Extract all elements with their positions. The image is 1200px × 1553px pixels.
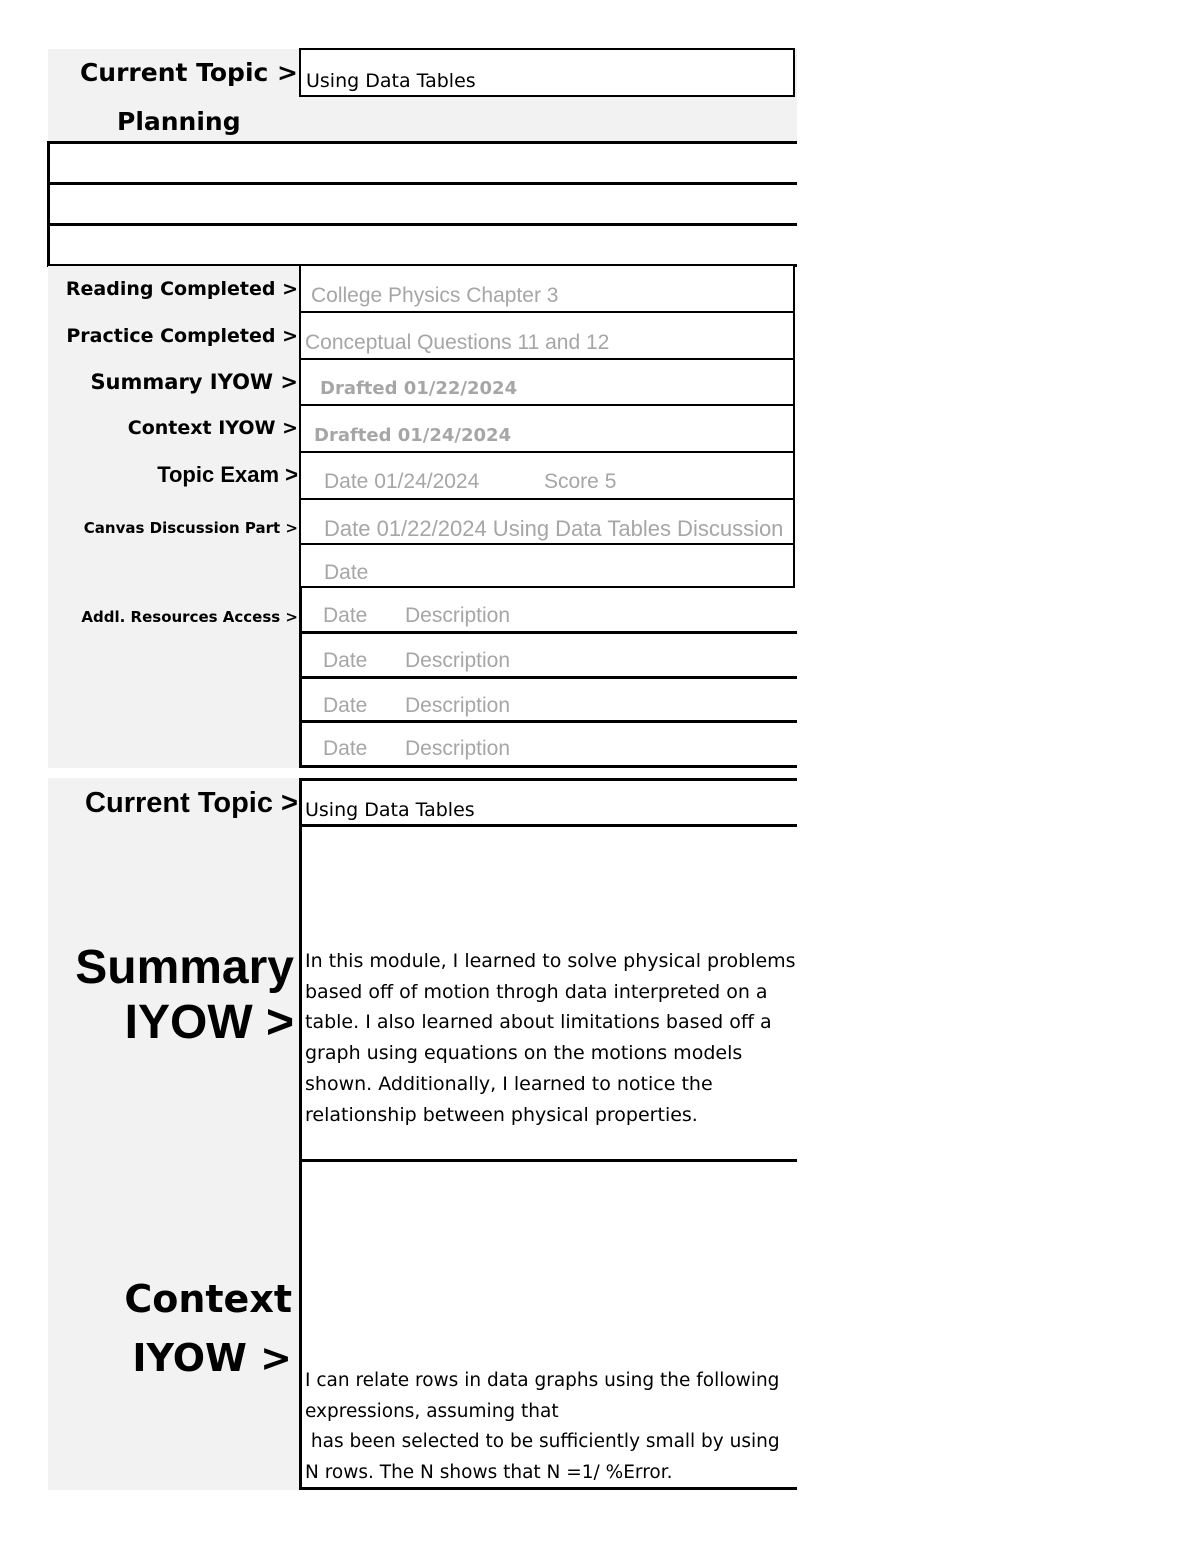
topic-exam-score: Score 5 bbox=[544, 470, 617, 493]
bottom-divider bbox=[299, 824, 797, 827]
bottom-current-topic-value: Using Data Tables bbox=[305, 799, 475, 821]
practice-completed-label: Practice Completed > bbox=[66, 325, 298, 347]
practice-completed-field[interactable] bbox=[299, 311, 795, 360]
bottom-current-topic-label: Current Topic > bbox=[85, 787, 298, 819]
resource-date: Date bbox=[323, 694, 368, 717]
reading-completed-value: College Physics Chapter 3 bbox=[311, 284, 559, 307]
resource-description: Description bbox=[405, 604, 511, 627]
summary-iyow-field[interactable] bbox=[299, 358, 795, 406]
resource-row[interactable] bbox=[302, 634, 797, 676]
practice-completed-value: Conceptual Questions 11 and 12 bbox=[305, 331, 610, 354]
resource-date: Date bbox=[323, 604, 368, 627]
summary-iyow-big-label bbox=[48, 940, 294, 1050]
summary-label-line2: IYOW > bbox=[124, 996, 294, 1049]
planning-row-2[interactable] bbox=[50, 185, 797, 223]
summary-label-line1: Summary bbox=[75, 941, 294, 994]
context-label-line1: Context bbox=[124, 1277, 292, 1321]
context-iyow-label: Context IYOW > bbox=[127, 417, 298, 439]
reading-completed-field[interactable] bbox=[299, 264, 795, 313]
resource-date: Date bbox=[323, 649, 368, 672]
summary-iyow-label: Summary IYOW > bbox=[90, 370, 298, 394]
canvas-discussion-field-2[interactable] bbox=[299, 543, 795, 588]
context-iyow-big-label bbox=[48, 1270, 292, 1388]
summary-text[interactable]: In this module, I learned to solve physical problems based off of motion throgh data interpreted on a table. I also learned about limitations based off a graph using equations on the motions models shown. Additionally, I learned to notice the relationship between physical properties. bbox=[305, 950, 796, 1126]
resources-divider bbox=[299, 765, 797, 768]
resource-row[interactable] bbox=[302, 679, 797, 720]
reading-completed-label: Reading Completed > bbox=[65, 278, 298, 300]
planning-row-3[interactable] bbox=[50, 226, 797, 264]
bottom-current-topic-field[interactable] bbox=[302, 781, 797, 824]
canvas-discussion-label: Canvas Discussion Part > bbox=[83, 519, 298, 537]
resource-date: Date bbox=[323, 737, 368, 760]
resource-description: Description bbox=[405, 737, 511, 760]
canvas-discussion-value-2: Date bbox=[324, 561, 369, 584]
summary-iyow-value: Drafted 01/22/2024 bbox=[320, 378, 518, 399]
canvas-discussion-field[interactable] bbox=[299, 498, 795, 545]
current-topic-label: Current Topic > bbox=[79, 58, 298, 87]
topic-exam-date: Date 01/24/2024 bbox=[324, 470, 480, 493]
resource-row[interactable] bbox=[302, 723, 797, 765]
topic-exam-label: Topic Exam > bbox=[157, 462, 298, 487]
bottom-divider bbox=[299, 1159, 797, 1162]
resource-row[interactable] bbox=[302, 590, 797, 631]
resource-description: Description bbox=[405, 694, 511, 717]
planning-heading: Planning bbox=[117, 107, 241, 136]
canvas-discussion-value: Date 01/22/2024 Using Data Tables Discussion bbox=[324, 516, 784, 541]
current-topic-field[interactable] bbox=[299, 48, 795, 97]
context-label-line2: IYOW > bbox=[132, 1336, 292, 1380]
context-text[interactable]: I can relate rows in data graphs using the following expressions, assuming that has been selected to be sufficiently small by using N rows. The N shows that N =1/ %Error. bbox=[305, 1370, 780, 1484]
current-topic-value: Using Data Tables bbox=[306, 70, 476, 92]
context-iyow-field[interactable] bbox=[299, 404, 795, 453]
resource-description: Description bbox=[405, 649, 511, 672]
additional-resources-label: Addl. Resources Access > bbox=[81, 608, 298, 626]
planning-row-1[interactable] bbox=[50, 144, 797, 182]
topic-exam-field[interactable] bbox=[299, 451, 795, 500]
bottom-left-border bbox=[299, 778, 302, 1490]
context-iyow-value: Drafted 01/24/2024 bbox=[314, 425, 512, 446]
